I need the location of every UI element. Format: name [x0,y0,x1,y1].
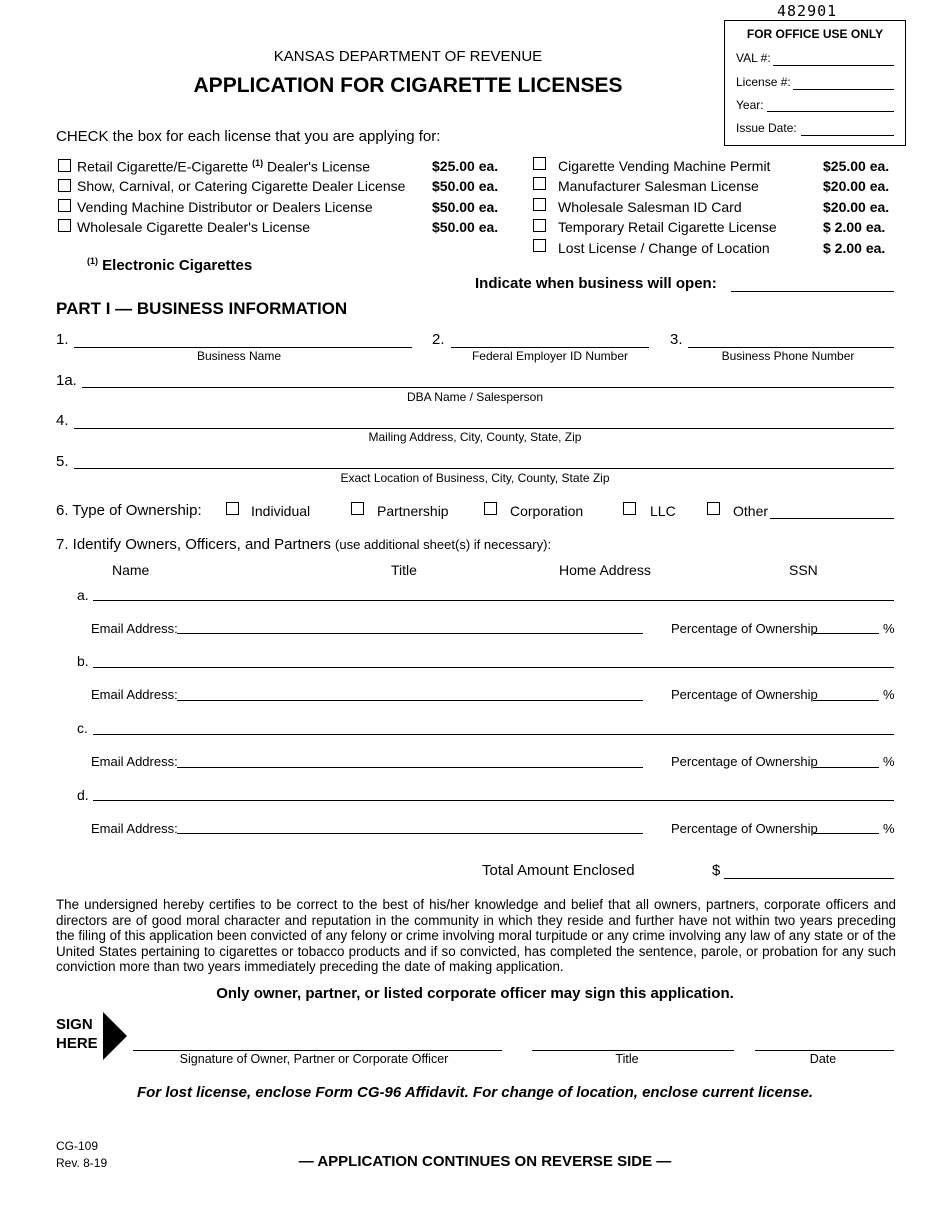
sign-note: Only owner, partner, or listed corporate officer may sign this application. [216,985,734,1002]
business-name-field[interactable] [74,347,412,348]
fee-lost: $ 2.00 ea. [823,240,886,256]
owner-c-pct-field[interactable] [813,767,879,768]
owner-a-pct-field[interactable] [813,633,879,634]
office-year-label: Year: [736,98,764,112]
owner-b-pct-label: Percentage of Ownership [671,687,818,702]
license-manufacturer-salesman-label: Manufacturer Salesman License [558,178,759,194]
signature-label: Signature of Owner, Partner or Corporate Officer [179,1052,449,1066]
signer-title-label: Title [615,1052,639,1066]
owner-c-line[interactable] [93,734,894,735]
open-date-label: Indicate when business will open: [475,275,717,292]
check-instruction: CHECK the box for each license that you are applying for: [56,128,441,145]
license-wholesale-salesman-label: Wholesale Salesman ID Card [558,199,742,215]
office-issue-date-field[interactable] [801,135,894,136]
owner-a-letter: a. [77,587,89,603]
signature-field[interactable] [133,1050,502,1051]
office-license-field[interactable] [793,89,894,90]
checkbox-other[interactable] [707,502,720,515]
license-temporary-retail-label: Temporary Retail Cigarette License [558,219,777,235]
total-amount-field[interactable] [724,878,894,879]
certification-text: The undersigned hereby certifies to be correct to the best of his/her knowledge and belief that all owners, partners, corporate officers and directors are of good moral character and reputation in the community in which they reside and further have not within two years preceding the filing of this application been convicted of any felony or crime involving moral turpitude or any crime involving any law of any state or of the United States pertaining to cigarettes or tobacco products and if so convicted, has completed the sentence, parole, or probation for any such conviction more than two years immediately preceding the date of making application. [56,897,896,974]
fee-wholesale-salesman: $20.00 ea. [823,199,890,215]
checkbox-retail-license[interactable] [58,159,71,172]
total-dollar-sign: $ [712,862,721,879]
col-ssn: SSN [789,562,818,578]
office-use-title: FOR OFFICE USE ONLY [746,27,884,41]
fee-vending-distributor: $50.00 ea. [432,199,499,215]
owner-d-pct-label: Percentage of Ownership [671,821,818,836]
checkbox-llc[interactable] [623,502,636,515]
part1-heading: PART I — BUSINESS INFORMATION [56,299,348,318]
checkbox-partnership[interactable] [351,502,364,515]
owner-b-pct-sign: % [883,687,895,702]
license-wholesale-dealer-label: Wholesale Cigarette Dealer's License [77,219,311,235]
fein-label: Federal Employer ID Number [471,349,629,363]
owner-a-pct-label: Percentage of Ownership [671,621,818,636]
mailing-address-field[interactable] [74,428,894,429]
business-location-field[interactable] [74,468,894,469]
owner-a-email-field[interactable] [177,633,643,634]
fee-retail: $25.00 ea. [432,158,499,174]
form-revision: Rev. 8-19 [56,1156,108,1170]
checkbox-wholesale-salesman[interactable] [533,198,546,211]
sign-here-label [56,1015,98,1053]
office-use-box [724,20,906,146]
owner-c-letter: c. [77,720,88,736]
ownership-llc-label: LLC [650,503,676,519]
checkbox-vending-distributor-license[interactable] [58,199,71,212]
business-location-label: Exact Location of Business, City, County, State Zip [340,471,610,485]
retail-footnote-ref: (1) [252,158,264,168]
business-name-label: Business Name [196,349,282,363]
col-title: Title [391,562,417,578]
fee-temporary-retail: $ 2.00 ea. [823,219,886,235]
office-issue-date-label: Issue Date: [736,121,797,135]
sign-line2: HERE [56,1035,98,1052]
field-number-4: 4. [56,412,69,429]
dba-label: DBA Name / Salesperson [406,390,544,404]
checkbox-vending-permit[interactable] [533,157,546,170]
owner-c-email-label: Email Address: [91,754,178,769]
office-val-label: VAL #: [736,51,771,65]
sign-date-field[interactable] [755,1050,894,1051]
ownership-other-field[interactable] [770,518,894,519]
lost-license-note: For lost license, enclose Form CG-96 Affidavit. For change of location, enclose current license. [136,1084,813,1101]
fee-show-carnival: $50.00 ea. [432,178,499,194]
ownership-partnership-label: Partnership [377,503,449,519]
field-number-1: 1. [56,331,69,348]
sign-arrow-icon [103,1012,127,1060]
total-label: Total Amount Enclosed [482,862,635,879]
ownership-label: 6. Type of Ownership: [56,502,202,519]
fee-manufacturer-salesman: $20.00 ea. [823,178,890,194]
owner-c-pct-sign: % [883,754,895,769]
dba-field[interactable] [82,387,894,388]
department-name: KANSAS DEPARTMENT OF REVENUE [273,48,543,65]
license-vending-distributor-label: Vending Machine Distributor or Dealers License [77,199,373,215]
owner-a-pct-sign: % [883,621,895,636]
owners-heading-note: (use additional sheet(s) if necessary): [335,537,552,552]
checkbox-temporary-retail[interactable] [533,219,546,232]
license-retail-text: Retail Cigarette/E-Cigarette [77,158,249,175]
col-name: Name [112,562,150,578]
owner-b-email-label: Email Address: [91,687,178,702]
owner-b-pct-field[interactable] [813,700,879,701]
sign-line1: SIGN [56,1016,93,1033]
owner-b-email-field[interactable] [177,700,643,701]
owner-a-email-label: Email Address: [91,621,178,636]
owner-d-email-field[interactable] [177,833,643,834]
business-phone-field[interactable] [688,347,894,348]
owner-c-pct-label: Percentage of Ownership [671,754,818,769]
owner-b-line[interactable] [93,667,894,668]
footnote [87,256,252,274]
fee-wholesale-dealer: $50.00 ea. [432,219,499,235]
office-val-field[interactable] [773,65,894,66]
field-number-3: 3. [670,331,683,348]
owner-d-email-label: Email Address: [91,821,178,836]
checkbox-wholesale-dealer-license[interactable] [58,219,71,232]
document-number: 482901 [777,2,838,20]
checkbox-lost-license[interactable] [533,239,546,252]
mailing-address-label: Mailing Address, City, County, State, Zip [368,430,582,444]
business-phone-label: Business Phone Number [721,349,855,363]
owners-heading [56,536,551,553]
checkbox-individual[interactable] [226,502,239,515]
license-vending-permit-label: Cigarette Vending Machine Permit [558,158,771,174]
office-year-field[interactable] [767,111,894,112]
checkbox-manufacturer-salesman[interactable] [533,177,546,190]
col-home-address: Home Address [559,562,651,578]
form-id: CG-109 [56,1139,99,1153]
field-number-1a: 1a. [56,372,77,389]
signer-title-field[interactable] [532,1050,734,1051]
fein-field[interactable] [451,347,649,348]
field-number-5: 5. [56,453,69,470]
owner-b-letter: b. [77,653,89,669]
license-retail-text2: Dealer's License [266,158,371,175]
field-number-2: 2. [432,331,445,348]
fee-vending-permit: $25.00 ea. [823,158,890,174]
license-retail-label [77,158,370,175]
owner-a-line[interactable] [93,600,894,601]
sign-date-label: Date [809,1052,837,1066]
license-show-carnival-label: Show, Carnival, or Catering Cigarette Dealer License [77,178,406,194]
owners-heading-text: 7. Identify Owners, Officers, and Partners [56,536,331,553]
checkbox-corporation[interactable] [484,502,497,515]
open-date-field[interactable] [731,291,894,292]
office-license-label: License #: [736,75,791,89]
ownership-individual-label: Individual [251,503,311,519]
owner-d-line[interactable] [93,800,894,801]
owner-d-letter: d. [77,787,89,803]
owner-c-email-field[interactable] [177,767,643,768]
ownership-other-label: Other [733,503,769,519]
footnote-marker: (1) [87,256,98,266]
ownership-corporation-label: Corporation [510,503,584,519]
owner-d-pct-sign: % [883,821,895,836]
page-title: APPLICATION FOR CIGARETTE LICENSES [193,74,623,97]
owner-d-pct-field[interactable] [813,833,879,834]
checkbox-show-carnival-license[interactable] [58,179,71,192]
license-lost-label: Lost License / Change of Location [558,240,770,256]
footnote-text: Electronic Cigarettes [102,257,253,274]
continues-notice: — APPLICATION CONTINUES ON REVERSE SIDE — [298,1153,672,1170]
